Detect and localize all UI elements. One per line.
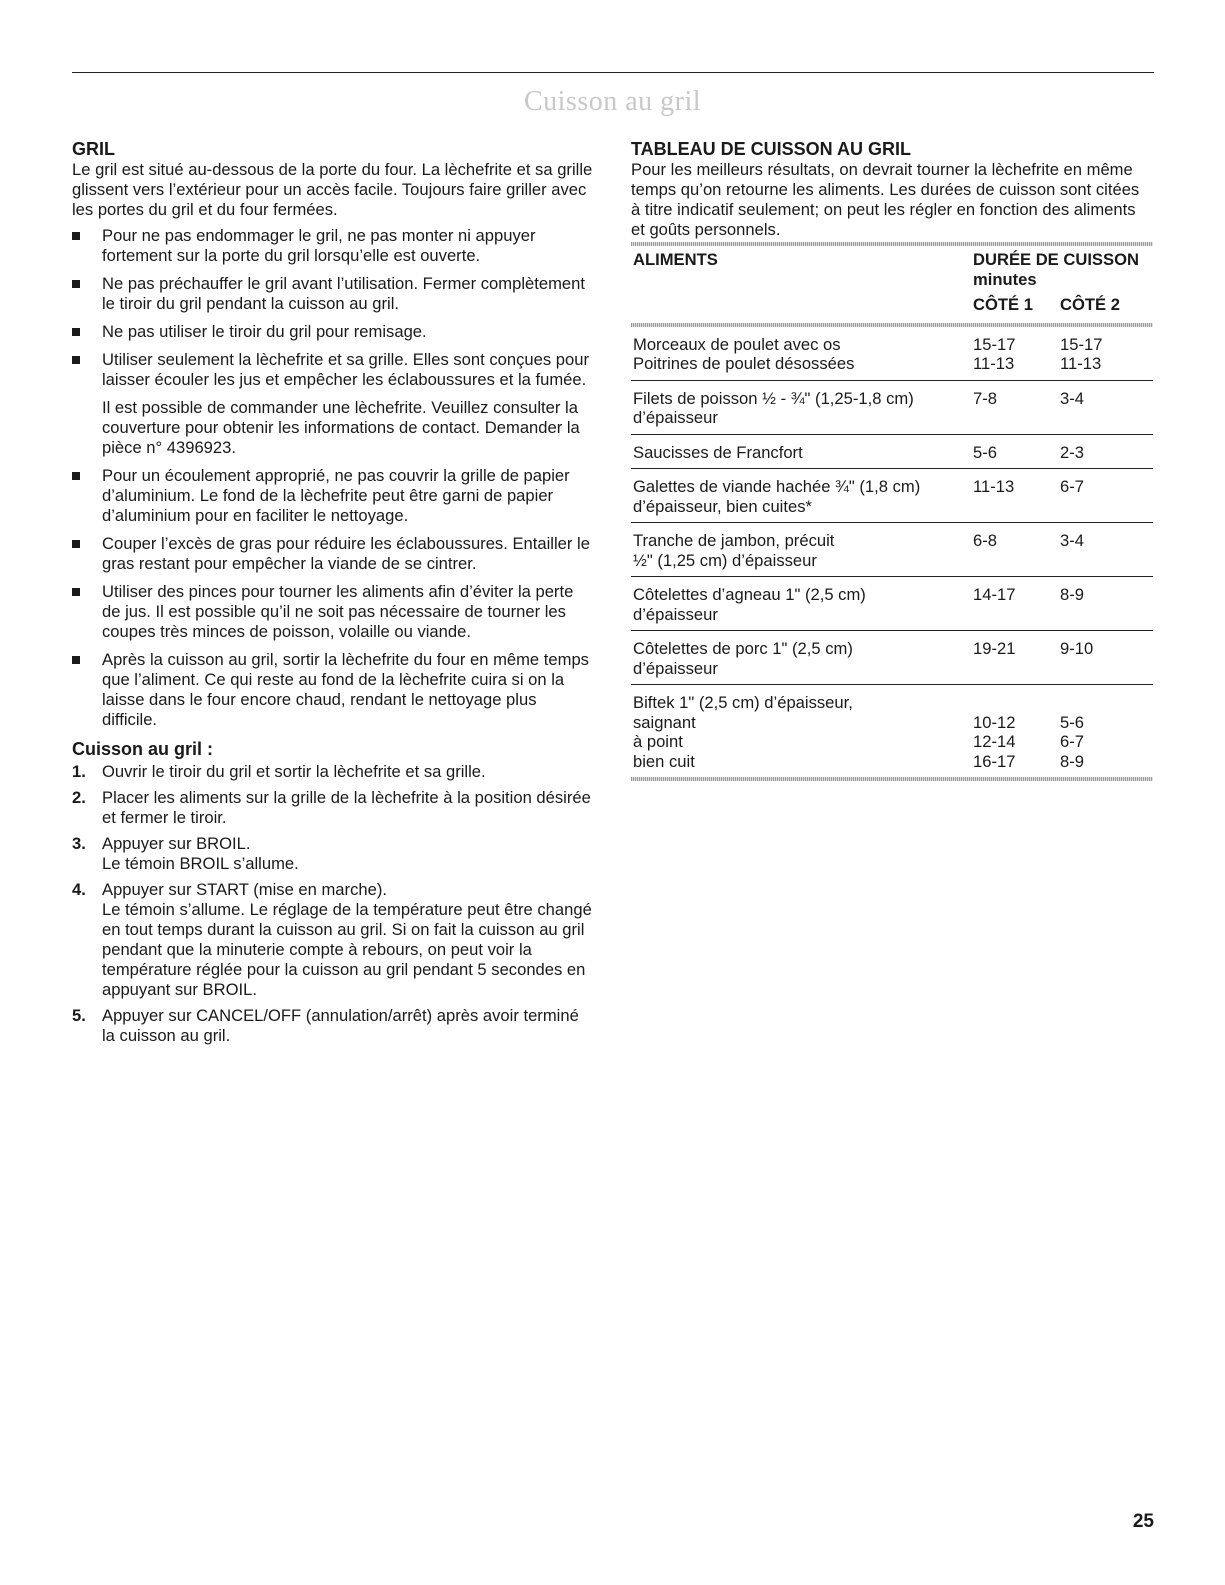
bullet-icon: [72, 280, 80, 288]
table-body: [631, 335, 1153, 772]
table-row: [631, 477, 1153, 497]
table-row: [631, 639, 1153, 659]
food-cell: d’épaisseur, bien cuites*: [633, 496, 812, 516]
side1-cell: 15-17: [973, 334, 1016, 354]
gril-intro: Le gril est situé au-dessous de la porte du four. La lèchefrite et sa grille glissent vers l’extérieur pour un accès facile. Toujours faire griller avec les portes du gril et du four fermées.: [72, 160, 593, 219]
food-cell: Filets de poisson ½ - ¾" (1,25-1,8 cm): [633, 388, 914, 408]
side2-cell: 6-7: [1060, 477, 1084, 496]
side1-cell: 19-21: [973, 639, 1016, 658]
col-header-side2: CÔTÉ 2: [1060, 295, 1120, 314]
food-cell: saignant: [633, 712, 696, 732]
food-cell: Côtelettes de porc 1" (2,5 cm): [633, 639, 853, 658]
page-number: 25: [1132, 1511, 1154, 1532]
side1-cell: [973, 551, 1060, 571]
side2-cell: [1060, 605, 1153, 625]
bullet-icon: [72, 472, 80, 480]
table-top-rule: [631, 242, 1153, 246]
side2-cell: [1060, 659, 1153, 679]
gril-bullets: [72, 226, 594, 390]
left-column: [72, 138, 594, 1052]
order-note: Il est possible de commander une lèchefrite. Veuillez consulter la couverture pour obtenir les informations de contact. Demander la pièce n° 4396923.: [102, 398, 580, 457]
food-cell: bien cuit: [633, 751, 695, 771]
table-row: [631, 531, 1153, 551]
table-group-rule: [631, 468, 1153, 469]
side1-cell: [973, 408, 1060, 428]
col-header-time: [973, 250, 1153, 289]
table-group: [631, 443, 1153, 463]
side2-cell: 3-4: [1060, 388, 1084, 408]
table-row: [631, 354, 1153, 374]
table-group: [631, 585, 1153, 624]
food-cell: Saucisses de Francfort: [633, 442, 803, 462]
table-group: [631, 531, 1153, 570]
top-rule: [72, 72, 1154, 73]
table-subheader-row: [631, 289, 1153, 323]
bullet-item: Après la cuisson au gril, sortir la lèchefrite du four en même temps que l’aliment. Ce qui reste au fond de la lèchefrite cuira si on la laisse dans le four encore chaud, rendant le nettoyage plus difficile.: [72, 650, 594, 730]
step-item: 1. Ouvrir le tiroir du gril et sortir la lèchefrite et sa grille.: [72, 762, 486, 781]
side1-cell: [973, 659, 1060, 679]
table-row: [631, 585, 1153, 605]
broil-table: [631, 250, 1153, 323]
table-bottom-rule: [631, 777, 1153, 781]
table-row: [631, 408, 1153, 428]
side2-cell: 6-7: [1060, 732, 1084, 751]
table-group-rule: [631, 380, 1153, 381]
side2-cell: [1060, 693, 1153, 713]
side2-cell: 5-6: [1060, 712, 1084, 732]
food-cell: d’épaisseur: [633, 658, 718, 678]
food-cell: Côtelettes d’agneau 1" (2,5 cm): [633, 585, 866, 604]
step-item: 3. Appuyer sur BROIL. Le témoin BROIL s’allume.: [72, 834, 299, 873]
bullet-icon: [72, 328, 80, 336]
table-row: [631, 497, 1153, 517]
bullet-item: Utiliser des pinces pour tourner les aliments afin d’éviter la perte de jus. Il est possible qu’il ne soit pas nécessaire de tourner les coupes très minces de poisson, volaille ou viande.: [72, 582, 594, 642]
table-row: [631, 551, 1153, 571]
table-group-rule: [631, 576, 1153, 577]
side2-cell: [1060, 497, 1153, 517]
steps-list: [72, 762, 594, 1046]
food-cell: Poitrines de poulet désossées: [633, 354, 855, 373]
bullet-icon: [72, 232, 80, 240]
side2-cell: 11-13: [1060, 354, 1102, 373]
bullet-item: Ne pas utiliser le tiroir du gril pour remisage.: [72, 322, 594, 342]
food-cell: Morceaux de poulet avec os: [633, 334, 841, 354]
side2-cell: 8-9: [1060, 585, 1084, 604]
table-header-row: [631, 250, 1153, 289]
table-group: [631, 389, 1153, 428]
bullet-icon: [72, 356, 80, 364]
table-group-rule: [631, 522, 1153, 523]
page-title: Cuisson au gril: [523, 86, 702, 117]
table-row: [631, 693, 1153, 713]
bullet-icon: [72, 656, 80, 664]
table-row: [631, 389, 1153, 409]
food-cell: d’épaisseur: [633, 408, 718, 427]
food-cell: Galettes de viande hachée ¾" (1,8 cm): [633, 477, 921, 496]
table-row: [631, 732, 1153, 752]
side1-cell: 12-14: [973, 732, 1016, 751]
bullet-item: Pour ne pas endommager le gril, ne pas monter ni appuyer fortement sur la porte du gril lorsqu’elle est ouverte.: [72, 226, 594, 266]
bullet-icon: [72, 540, 80, 548]
side1-cell: 11-13: [973, 354, 1015, 373]
side1-cell: [973, 605, 1060, 625]
gril-heading: GRIL: [72, 139, 115, 159]
table-group-rule: [631, 630, 1153, 631]
col-header-time-bold: DURÉE DE CUISSON: [973, 250, 1139, 269]
bullet-item: Couper l’excès de gras pour réduire les éclaboussures. Entailler le gras restant pour empêcher la viande de se cintrer.: [72, 534, 594, 574]
side1-cell: 16-17: [973, 751, 1016, 771]
table-group: [631, 693, 1153, 771]
side1-cell: 6-8: [973, 531, 997, 550]
side1-cell: 11-13: [973, 477, 1015, 496]
step-item: 4. Appuyer sur START (mise en marche). Le témoin s’allume. Le réglage de la température peut être changé en tout temps durant la cuisson au gril. Si on fait la cuisson au gril pendant que la minuterie compte à rebours, on peut voir la température réglée pour la cuisson au gril pendant 5 secondes en appuyant sur BROIL.: [72, 880, 592, 999]
step-item: 5. Appuyer sur CANCEL/OFF (annulation/arrêt) après avoir terminé la cuisson au gril.: [72, 1006, 579, 1045]
chart-heading: TABLEAU DE CUISSON AU GRIL: [631, 139, 912, 159]
chart-intro: Pour les meilleurs résultats, on devrait tourner la lèchefrite en même temps qu’on retourne les aliments. Les durées de cuisson sont citées à titre indicatif seulement; on peut les régler en fonction des aliments et goûts personnels.: [631, 160, 1140, 239]
table-row: [631, 752, 1153, 772]
col-header-food: ALIMENTS: [633, 250, 718, 269]
side2-cell: [1060, 408, 1153, 428]
food-cell: ½" (1,25 cm) d’épaisseur: [633, 550, 817, 570]
side1-cell: [973, 693, 1060, 713]
table-group-rule: [631, 684, 1153, 685]
side1-cell: 5-6: [973, 442, 997, 462]
food-cell: à point: [633, 732, 683, 751]
col-header-side1: CÔTÉ 1: [973, 295, 1033, 314]
side2-cell: 2-3: [1060, 442, 1084, 462]
table-group: [631, 335, 1153, 374]
table-row: [631, 443, 1153, 463]
col-header-time-unit: minutes: [973, 269, 1037, 289]
side1-cell: 14-17: [973, 585, 1016, 604]
side2-cell: 8-9: [1060, 751, 1084, 771]
table-group: [631, 477, 1153, 516]
side2-cell: [1060, 551, 1153, 571]
steps-heading: Cuisson au gril :: [72, 739, 214, 759]
table-group: [631, 639, 1153, 678]
side2-cell: 15-17: [1060, 334, 1103, 354]
side2-cell: 9-10: [1060, 639, 1094, 658]
gril-bullets-more: [72, 466, 594, 730]
step-item: 2. Placer les aliments sur la grille de la lèchefrite à la position désirée et fermer le tiroir.: [72, 788, 591, 827]
food-cell: Tranche de jambon, précuit: [633, 531, 835, 550]
table-row: [631, 605, 1153, 625]
table-row: [631, 335, 1153, 355]
table-row: [631, 659, 1153, 679]
side1-cell: 7-8: [973, 388, 997, 408]
table-row: [631, 713, 1153, 733]
table-header-rule: [631, 323, 1153, 327]
bullet-item: Pour un écoulement approprié, ne pas couvrir la grille de papier d’aluminium. Le fond de la lèchefrite peut être garni de papier d’aluminium pour en faciliter le nettoyage.: [72, 466, 594, 526]
side1-cell: [973, 497, 1060, 517]
side2-cell: 3-4: [1060, 531, 1084, 550]
food-cell: d’épaisseur: [633, 604, 718, 624]
bullet-item: Utiliser seulement la lèchefrite et sa grille. Elles sont conçues pour laisser écouler les jus et empêcher les éclaboussures et la fumée.: [72, 350, 594, 390]
food-cell: Biftek 1" (2,5 cm) d’épaisseur,: [633, 693, 853, 712]
bullet-icon: [72, 588, 80, 596]
table-group-rule: [631, 434, 1153, 435]
side1-cell: 10-12: [973, 712, 1016, 732]
bullet-item: Ne pas préchauffer le gril avant l’utilisation. Fermer complètement le tiroir du gril pendant la cuisson au gril.: [72, 274, 594, 314]
right-column: [631, 138, 1153, 781]
